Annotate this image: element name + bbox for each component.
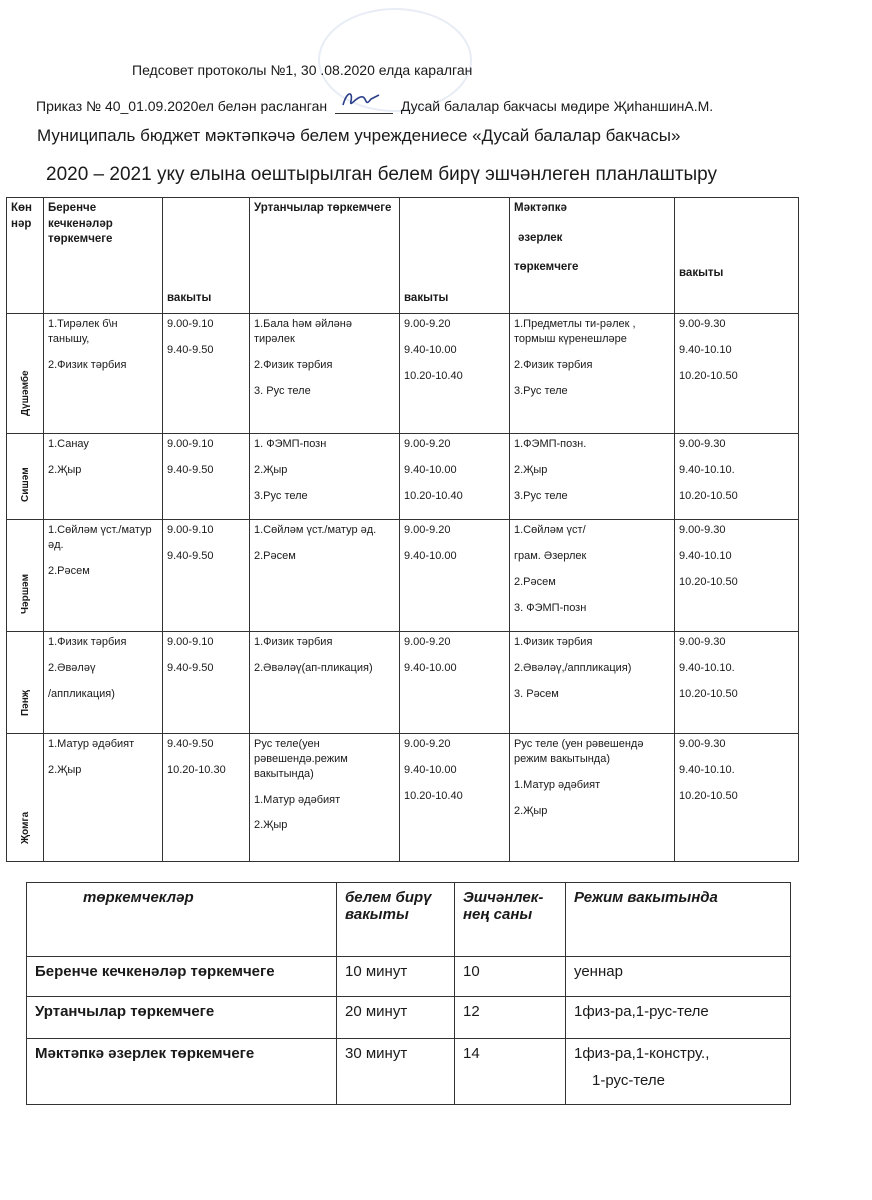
activity-cell: [510, 734, 675, 862]
activity-cell: [250, 520, 400, 632]
activity-cell: [510, 632, 675, 734]
time-slot: 9.40-10.00: [404, 343, 457, 356]
activity-item: 3.Рус теле: [514, 489, 568, 502]
activity-cell: [44, 520, 163, 632]
institution-title: Муниципаль бюджет мәктәпкәчә белем учреждениесе «Дусай балалар бакчасы»: [37, 126, 681, 145]
summary-header-groups: төркемчекләр: [27, 883, 337, 957]
time-slot: 10.20-10.40: [404, 789, 463, 802]
activity-item: 2.Әвәләү(ап-пликация): [254, 661, 373, 674]
summary-row: [27, 1039, 791, 1105]
time-cell: [675, 734, 799, 862]
activity-item: 2.Җыр: [514, 463, 548, 476]
activity-item: 1. ФЭМП-позн: [254, 438, 327, 450]
schedule-header-row: [7, 198, 799, 314]
time-slot: 10.20-10.50: [679, 489, 738, 502]
time-cell: [400, 520, 510, 632]
time-slot: 9.00-9.10: [167, 438, 214, 450]
activity-item: 3. ФЭМП-позн: [514, 601, 587, 614]
duration-cell: [337, 997, 455, 1039]
activity-item: 2.Җыр: [254, 463, 288, 476]
time-slot: 9.00-9.30: [679, 438, 726, 450]
activity-cell: [250, 734, 400, 862]
activity-item: 2.Җыр: [514, 804, 548, 817]
group-name: Мәктәпкә әзерлек төркемчеге: [35, 1045, 255, 1062]
time-slot: 9.00-9.10: [167, 524, 214, 536]
time-slot: 9.40-9.50: [167, 661, 214, 674]
activity-item: 2.Җыр: [48, 463, 82, 476]
activity-item: 2.Физик тәрбия: [48, 358, 127, 371]
time-slot: 9.00-9.20: [404, 636, 451, 648]
duration-cell: [337, 1039, 455, 1105]
day-cell: [7, 434, 44, 520]
time-slot: 9.40-10.00: [404, 763, 457, 776]
activity-item: 2.Рәсем: [514, 575, 556, 588]
summary-header-row: [27, 883, 791, 957]
activity-item: 3. Рәсем: [514, 687, 559, 700]
activity-item: грам. Әзерлек: [514, 549, 587, 562]
activity-item: 1.Матур әдәбият: [254, 793, 341, 806]
director-text: Дусай балалар бакчасы мөдире ҖиһаншинА.М.: [400, 98, 714, 114]
activity-item: 2.Җыр: [48, 763, 82, 776]
activity-count-cell: [455, 1039, 566, 1105]
time-cell: [400, 734, 510, 862]
activity-item: 1.Сөйләм үст./матур әд.: [254, 524, 377, 536]
activity-cell: [44, 434, 163, 520]
time-cell: [163, 734, 250, 862]
group3-line3: төркемчеге: [514, 261, 579, 274]
group3-line1: Мәктәпкә: [514, 202, 567, 214]
schedule-row: [7, 734, 799, 862]
time-slot: 10.20-10.40: [404, 489, 463, 502]
activity-item: 2.Рәсем: [48, 564, 90, 577]
regime-cell: [566, 957, 791, 997]
summary-header-count: Эшчәнлек-нең саны: [455, 883, 566, 957]
activity-cell: [250, 434, 400, 520]
day-cell: [7, 520, 44, 632]
col-header-time2: вакыты: [400, 198, 510, 314]
time-cell: [163, 434, 250, 520]
schedule-row: [7, 632, 799, 734]
activity-count: 10: [463, 963, 480, 980]
time-slot: 9.40-10.00: [404, 661, 457, 674]
activity-count: 12: [463, 1003, 480, 1020]
summary-table: [26, 882, 791, 1105]
order-text: Приказ № 40_01.09.2020ел белән расланган: [36, 98, 328, 114]
activity-item: 2.Әвәләү,/аппликация): [514, 661, 632, 674]
time-slot: 9.40-9.50: [167, 738, 214, 750]
activity-item: Рус теле(уен рәвешендә.режим вакытында): [254, 738, 348, 780]
time-slot: 10.20-10.50: [679, 687, 738, 700]
activity-item: 2.Рәсем: [254, 549, 296, 562]
group-name: Беренче кечкенәләр төркемчеге: [35, 963, 275, 980]
time-slot: 9.40-10.10.: [679, 661, 735, 674]
day-cell: [7, 632, 44, 734]
time-slot: 10.20-10.50: [679, 575, 738, 588]
activity-item: 3. Рус теле: [254, 384, 311, 397]
activity-item: Рус теле (уен рәвешендә режим вакытында): [514, 738, 644, 765]
activity-item: 2.Физик тәрбия: [254, 358, 333, 371]
activity-item: 1.Сөйләм үст/: [514, 524, 586, 536]
regime-continued: 1-рус-теле: [592, 1072, 665, 1089]
regime: 1физ-ра,1-констру.,: [574, 1045, 710, 1062]
council-protocol-line: Педсовет протоколы №1, 30 .08.2020 елда каралган: [132, 62, 473, 78]
col-header-group3: [510, 198, 675, 314]
day-label: Җомга: [20, 811, 31, 844]
summary-row: [27, 997, 791, 1039]
time-cell: [675, 434, 799, 520]
time-slot: 9.00-9.20: [404, 738, 451, 750]
plan-title: 2020 – 2021 уку елына оештырылган белем бирү эшчәнлеген планлаштыру: [46, 164, 718, 185]
duration: 30 минут: [345, 1045, 408, 1062]
schedule-row: [7, 520, 799, 632]
time-cell: [163, 632, 250, 734]
activity-item: 1.Тирәлек б\н танышу,: [48, 318, 118, 345]
time-slot: 10.20-10.40: [404, 369, 463, 382]
col-header-group2: Уртанчылар төркемчеге: [250, 198, 400, 314]
activity-item: 1.Физик тәрбия: [514, 636, 593, 648]
regime-cell: [566, 997, 791, 1039]
activity-item: 1.ФЭМП-позн.: [514, 438, 587, 450]
day-cell: [7, 734, 44, 862]
activity-cell: [510, 314, 675, 434]
time-slot: 9.00-9.30: [679, 636, 726, 648]
day-label: Чәршәм: [20, 573, 31, 614]
time-cell: [400, 434, 510, 520]
activity-item: 1.Санау: [48, 438, 89, 450]
time-slot: 10.20-10.30: [167, 763, 226, 776]
time-slot: 9.00-9.30: [679, 318, 726, 330]
day-label: Дүшәмбе: [20, 369, 31, 416]
schedule-table: [6, 197, 799, 862]
regime: 1физ-ра,1-рус-теле: [574, 1003, 709, 1020]
time-slot: 10.20-10.50: [679, 369, 738, 382]
activity-item: 3.Рус теле: [254, 489, 308, 502]
summary-header-regime: Режим вакытында: [566, 883, 791, 957]
time-cell: [675, 520, 799, 632]
day-cell: [7, 314, 44, 434]
group3-line2: әзерлек: [518, 231, 563, 244]
summary-header-duration: белем бирү вакыты: [337, 883, 455, 957]
regime-cell: [566, 1039, 791, 1105]
activity-item: 1.Физик тәрбия: [254, 636, 333, 648]
activity-item: 1.Бала һәм әйләнә тирәлек: [254, 318, 352, 345]
activity-item: 3.Рус теле: [514, 384, 568, 397]
activity-count-cell: [455, 957, 566, 997]
col-header-time1: вакыты: [163, 198, 250, 314]
time-slot: 9.00-9.20: [404, 438, 451, 450]
activity-item: 1.Предметлы ти-рәлек , тормыш күренешләре: [514, 318, 636, 345]
schedule-row: [7, 314, 799, 434]
time-slot: 9.40-10.10: [679, 549, 732, 562]
activity-cell: [250, 632, 400, 734]
signature: [335, 99, 393, 114]
time-cell: [675, 632, 799, 734]
time-slot: 9.40-10.00: [404, 549, 457, 562]
col-header-time3: вакыты: [675, 198, 799, 314]
time-slot: 9.00-9.10: [167, 318, 214, 330]
time-cell: [400, 632, 510, 734]
col-header-day: Көн нәр: [7, 198, 44, 314]
duration-cell: [337, 957, 455, 997]
time-slot: 10.20-10.50: [679, 789, 738, 802]
activity-cell: [510, 434, 675, 520]
duration: 10 минут: [345, 963, 408, 980]
time-slot: 9.00-9.10: [167, 636, 214, 648]
duration: 20 минут: [345, 1003, 408, 1020]
activity-item: 1.Матур әдәбият: [48, 738, 135, 750]
activity-cell: [510, 520, 675, 632]
time-slot: 9.40-9.50: [167, 463, 214, 476]
group-name-cell: [27, 997, 337, 1039]
col-header-group1: Беренче кечкенәләр төркемчеге: [44, 198, 163, 314]
time-slot: 9.00-9.30: [679, 524, 726, 536]
activity-cell: [44, 314, 163, 434]
order-line: [36, 98, 713, 114]
time-slot: 9.40-9.50: [167, 343, 214, 356]
activity-count: 14: [463, 1045, 480, 1062]
time-slot: 9.00-9.20: [404, 318, 451, 330]
time-slot: 9.40-10.10: [679, 343, 732, 356]
day-label: Пәнҗ: [20, 689, 31, 716]
activity-count-cell: [455, 997, 566, 1039]
time-slot: 9.40-9.50: [167, 549, 214, 562]
activity-cell: [44, 734, 163, 862]
group-name-cell: [27, 1039, 337, 1105]
time-cell: [163, 520, 250, 632]
activity-item: 1.Матур әдәбият: [514, 778, 601, 791]
activity-item: 2.Физик тәрбия: [514, 358, 593, 371]
activity-item: /аппликация): [48, 687, 115, 700]
activity-item: 1.Сөйләм үст./матур әд.: [48, 524, 152, 551]
activity-item: 1.Физик тәрбия: [48, 636, 127, 648]
activity-cell: [44, 632, 163, 734]
activity-item: 2.Әвәләү: [48, 661, 96, 674]
time-slot: 9.40-10.10.: [679, 763, 735, 776]
group-name: Уртанчылар төркемчеге: [35, 1003, 215, 1020]
time-cell: [675, 314, 799, 434]
time-cell: [400, 314, 510, 434]
activity-item: 2.Җыр: [254, 819, 288, 832]
time-cell: [163, 314, 250, 434]
time-slot: 9.40-10.00: [404, 463, 457, 476]
regime: уеннар: [574, 963, 623, 980]
group-name-cell: [27, 957, 337, 997]
summary-row: [27, 957, 791, 997]
time-slot: 9.00-9.30: [679, 738, 726, 750]
time-slot: 9.00-9.20: [404, 524, 451, 536]
schedule-row: [7, 434, 799, 520]
day-label: Сишәм: [20, 466, 31, 502]
time-slot: 9.40-10.10.: [679, 463, 735, 476]
activity-cell: [250, 314, 400, 434]
